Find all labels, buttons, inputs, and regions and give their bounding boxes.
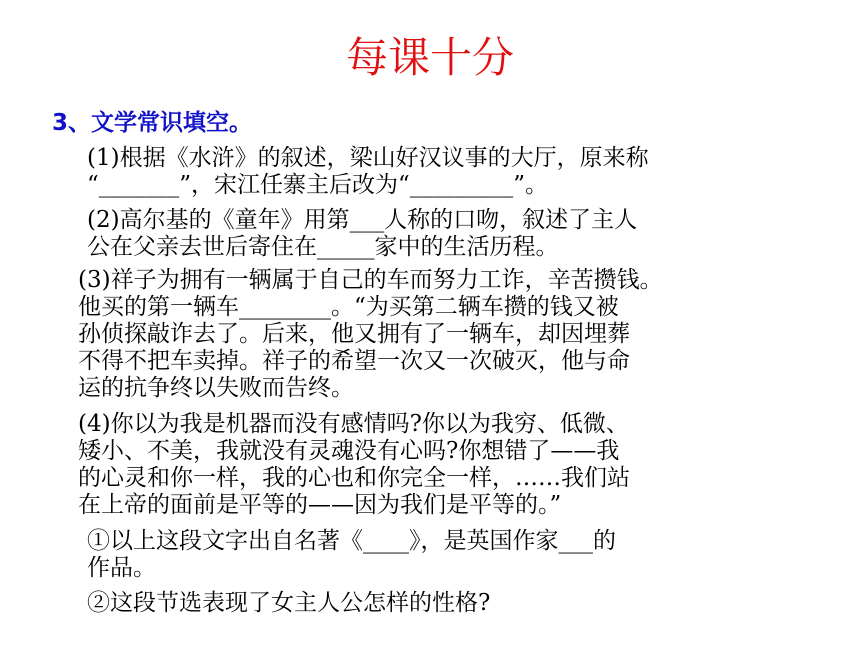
question-4-sub-2-line-1: ②这段节选表现了女主人公怎样的性格?: [87, 590, 491, 616]
question-4-sub-2: [87, 590, 807, 617]
question-3-line-2: 他买的第一辆车________。“为买第二辆车攒的钱又被: [78, 294, 619, 320]
question-3-line-5: 运的抗争终以失败而告终。: [78, 375, 354, 401]
question-3-line-1: (3)祥子为拥有一辆属于自己的车而努力工诈，辛苦攒钱。: [78, 267, 663, 293]
question-4: [78, 411, 798, 519]
section-heading: 3、文学常识填空。: [52, 110, 253, 136]
question-4-line-2: 矮小、不美，我就没有灵魂没有心吗?你想错了——我: [78, 438, 620, 464]
question-3-line-4: 不得不把车卖掉。祥子的希望一次又一次破灭，他与命: [78, 348, 630, 374]
question-3: [78, 267, 798, 402]
question-4-line-3: 的心灵和你一样，我的心也和你完全一样，……我们站: [78, 465, 630, 491]
slide-title: 每课十分: [345, 33, 514, 82]
question-3-line-3: 孙侦探敲诈去了。后来，他又拥有了一辆车，却因埋葬: [78, 321, 630, 347]
question-1-line-2: “_______”，宋江任寨主后改为“_________”。: [87, 172, 549, 198]
question-4-line-1: (4)你以为我是机器而没有感情吗?你以为我穷、低微、: [78, 411, 629, 437]
question-2-line-1: (2)高尔基的《童年》用第___人称的口吻，叙述了主人: [87, 207, 638, 233]
question-4-sub-1-line-1: ①以上这段文字出自名著《____》，是英国作家___的: [87, 528, 616, 554]
question-2: [87, 207, 807, 261]
question-4-sub-1-line-2: 作品。: [87, 555, 156, 581]
question-1: [87, 145, 807, 199]
question-1-line-1: (1)根据《水浒》的叙述，梁山好汉议事的大厅，原来称: [87, 145, 649, 171]
question-2-line-2: 公在父亲去世后寄住在_____家中的生活历程。: [87, 234, 559, 260]
question-4-line-4: 在上帝的面前是平等的——因为我们是平等的。”: [78, 492, 562, 518]
question-4-sub-1: [87, 528, 807, 582]
